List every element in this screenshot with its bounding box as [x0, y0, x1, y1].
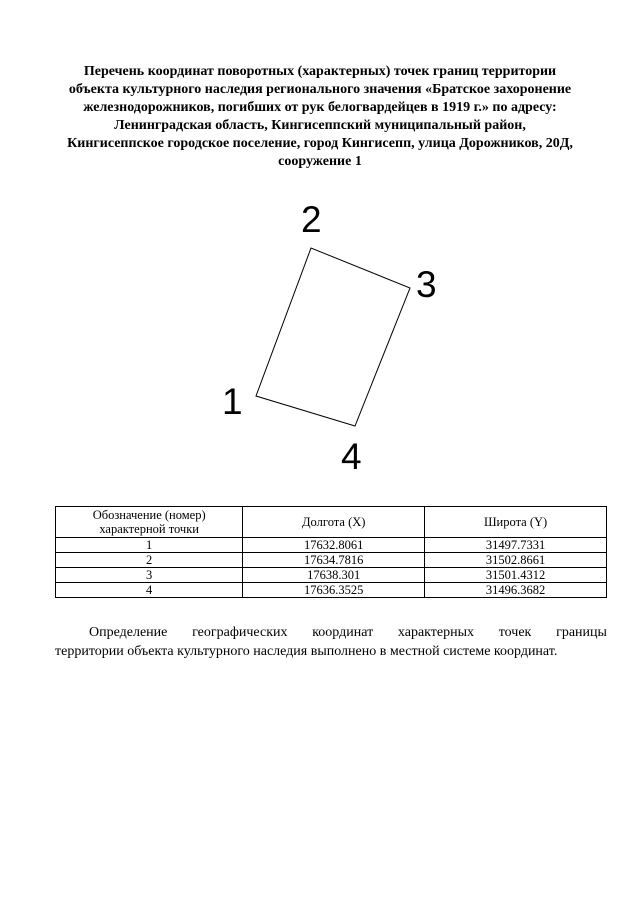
column-header-latitude: Широта (Y)	[425, 507, 607, 538]
cell-longitude: 17632.8061	[243, 538, 425, 553]
point-label-4: 4	[341, 436, 362, 477]
cell-point: 4	[56, 583, 243, 598]
table-header-row	[56, 507, 607, 538]
title-line: объекта культурного наследия регионального значения «Братское захоронение	[68, 82, 572, 97]
note-line-1	[55, 623, 607, 642]
title-line: Ленинградская область, Кингисеппский муниципальный район,	[114, 118, 526, 133]
cell-latitude: 31502.8661	[425, 553, 607, 568]
coordinate-system-note	[55, 623, 607, 661]
point-label-1: 1	[222, 381, 243, 422]
boundary-polygon	[256, 248, 410, 426]
document-title	[40, 63, 600, 171]
note-word: географических	[192, 625, 288, 640]
title-line: сооружение 1	[278, 154, 362, 169]
table-row	[56, 553, 607, 568]
coordinates-table	[55, 506, 607, 598]
title-line: железнодорожников, погибших от рук белогвардейцев в 1919 г.» по адресу:	[83, 100, 557, 115]
column-header-point: Обозначение (номер) характерной точки	[56, 507, 243, 538]
cell-point: 2	[56, 553, 243, 568]
note-word: координат	[312, 625, 374, 640]
title-line: Перечень координат поворотных (характерных) точек границ территории	[83, 64, 557, 79]
note-word: границы	[556, 625, 607, 640]
cell-latitude: 31501.4312	[425, 568, 607, 583]
table-row	[56, 538, 607, 553]
table-row	[56, 568, 607, 583]
cell-longitude: 17636.3525	[243, 583, 425, 598]
cell-latitude: 31496.3682	[425, 583, 607, 598]
cell-longitude: 17638.301	[243, 568, 425, 583]
note-word: характерных	[397, 625, 475, 640]
cell-point: 1	[56, 538, 243, 553]
point-label-2: 2	[301, 199, 322, 240]
title-line: Кингисеппское городское поселение, город Кингисепп, улица Дорожников, 20Д,	[67, 136, 573, 151]
point-label-3: 3	[416, 264, 437, 305]
note-word: Определение	[89, 625, 168, 640]
cell-latitude: 31497.7331	[425, 538, 607, 553]
note-word: точек	[498, 625, 532, 640]
boundary-diagram	[0, 190, 640, 490]
table-row	[56, 583, 607, 598]
cell-point: 3	[56, 568, 243, 583]
column-header-longitude: Долгота (X)	[243, 507, 425, 538]
cell-longitude: 17634.7816	[243, 553, 425, 568]
note-line-2: территории объекта культурного наследия выполнено в местной системе координат.	[55, 644, 558, 659]
